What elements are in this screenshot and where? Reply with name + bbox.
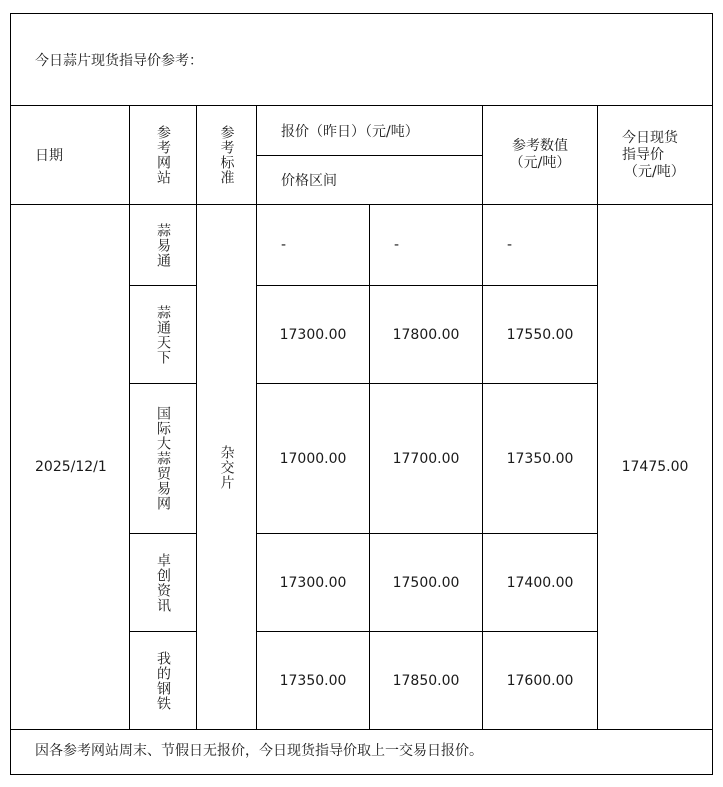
low-price: 17300.00 (279, 326, 347, 343)
high-price-cell (369, 285, 482, 383)
low-price: 17000.00 (279, 450, 347, 467)
high-price: 17700.00 (392, 450, 460, 467)
high-price-cell (369, 204, 482, 285)
site-name: 我的钢铁 (155, 650, 171, 711)
header-ref-value-line2: （元/吨） (509, 155, 571, 171)
low-price-cell (256, 533, 369, 631)
low-price: 17300.00 (279, 574, 347, 591)
ref-value: 17400.00 (506, 574, 574, 591)
table-title (11, 14, 712, 105)
guide-price-cell (597, 204, 712, 729)
high-price-cell (369, 631, 482, 729)
header-range-label: 价格区间 (281, 173, 337, 189)
ref-value: 17600.00 (506, 672, 574, 689)
standard-value: 杂交片 (218, 444, 235, 490)
header-quote-label: 报价（昨日）（元/吨） (281, 123, 419, 140)
low-price-cell (256, 631, 369, 729)
ref-value-cell (482, 631, 597, 729)
ref-value-cell (482, 204, 597, 285)
ref-value-cell (482, 383, 597, 533)
header-standard-label: 参考标准 (218, 125, 235, 185)
high-price-cell (369, 383, 482, 533)
table-row-site (129, 631, 196, 729)
date-value: 2025/12/1 (35, 459, 107, 475)
standard-cell (196, 204, 256, 729)
header-site (129, 105, 196, 204)
low-price: - (281, 237, 287, 253)
ref-value: 17550.00 (506, 326, 574, 343)
site-name: 蒜通天下 (155, 304, 171, 365)
header-range (256, 155, 482, 204)
header-ref-value (482, 105, 597, 204)
ref-value-cell (482, 285, 597, 383)
high-price: 17500.00 (392, 574, 460, 591)
table-row-site (129, 383, 196, 533)
footer-note-text: 因各参考网站周末、节假日无报价，今日现货指导价取上一交易日报价。 (35, 743, 483, 759)
site-name: 卓创资讯 (155, 552, 171, 613)
header-date-label: 日期 (35, 148, 63, 164)
guide-price-value: 17475.00 (621, 459, 689, 475)
high-price: 17800.00 (392, 326, 460, 343)
header-guide-line3: （元/吨） (624, 163, 685, 180)
header-guide-price (597, 105, 712, 204)
low-price-cell (256, 204, 369, 285)
site-name: 蒜易通 (155, 222, 171, 268)
price-reference-table (10, 13, 713, 775)
low-price-cell (256, 285, 369, 383)
title-text: 今日蒜片现货指导价参考： (35, 52, 203, 69)
header-guide-line2: 指导价 (622, 146, 664, 163)
table-row-site (129, 204, 196, 285)
ref-value: 17350.00 (506, 450, 574, 467)
header-site-label: 参考网站 (155, 125, 171, 185)
high-price: 17850.00 (392, 672, 460, 689)
high-price: - (394, 237, 400, 253)
header-ref-value-line1: 参考数值 (512, 138, 568, 154)
ref-value: - (507, 237, 513, 253)
header-date (11, 105, 129, 204)
ref-value-cell (482, 533, 597, 631)
table-row-site (129, 533, 196, 631)
header-guide-line1: 今日现货 (622, 129, 678, 146)
high-price-cell (369, 533, 482, 631)
low-price: 17350.00 (279, 672, 347, 689)
date-cell (11, 204, 129, 729)
header-quote (256, 105, 482, 155)
table-row-site (129, 285, 196, 383)
footer-note (11, 729, 712, 775)
site-name: 国际大蒜贸易网 (155, 406, 171, 511)
header-standard (196, 105, 256, 204)
low-price-cell (256, 383, 369, 533)
